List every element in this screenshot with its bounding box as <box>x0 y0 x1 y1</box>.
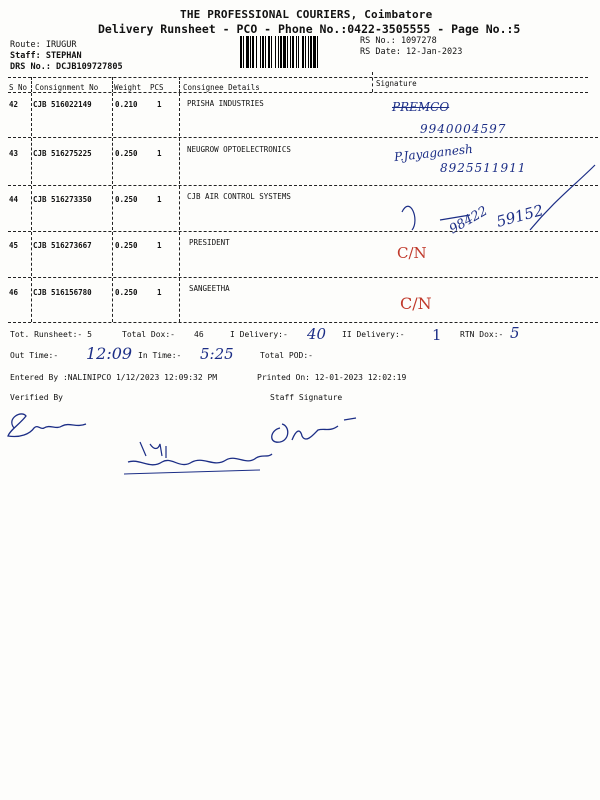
total-runsheet: Tot. Runsheet:- 5 <box>10 330 92 339</box>
row-weight: 0.210 <box>115 100 138 109</box>
signature-scribble-row44 <box>380 160 600 240</box>
rtn-dox-value: 5 <box>510 324 520 342</box>
signature-row43-phone: 8925511911 <box>440 161 527 175</box>
out-time-label: Out Time:- <box>10 351 59 360</box>
row-separator <box>8 322 598 323</box>
total-pod-label: Total POD:- <box>260 351 313 360</box>
col-header-sno: S No <box>9 83 28 92</box>
col-header-weight: Weight <box>114 83 142 92</box>
row-consignment: CJB 516022149 <box>33 100 92 109</box>
row-pcs: 1 <box>157 241 162 250</box>
i-delivery-label: I Delivery:- <box>230 330 288 339</box>
row-sno: 45 <box>9 241 19 250</box>
table-header-line <box>8 92 588 93</box>
row-divider <box>112 278 113 322</box>
in-time-label: In Time:- <box>138 351 182 360</box>
col-divider <box>372 72 373 92</box>
row-pcs: 1 <box>157 195 162 204</box>
table-top-line <box>8 77 588 78</box>
col-divider <box>112 77 113 92</box>
row-pcs: 1 <box>157 149 162 158</box>
runsheet-subtitle: Delivery Runsheet - PCO - Phone No.:0422-3505555 - Page No.:5 <box>98 22 521 36</box>
in-time-value: 5:25 <box>200 345 234 363</box>
row-weight: 0.250 <box>115 149 138 158</box>
ii-delivery-value: 1 <box>432 326 442 344</box>
barcode-bar <box>318 36 320 68</box>
signature-row43-name: P.Jayaganesh <box>393 141 474 165</box>
row-sno: 44 <box>9 195 19 204</box>
col-divider <box>31 77 32 92</box>
row-weight: 0.250 <box>115 288 138 297</box>
row-consignment: CJB 516273350 <box>33 195 92 204</box>
total-dox-value: 46 <box>194 330 204 339</box>
row-divider <box>31 278 32 322</box>
signature-row42-name: PREMCO <box>392 100 450 114</box>
row-weight: 0.250 <box>115 195 138 204</box>
signature-row44-a: 98422 <box>447 203 491 238</box>
col-header-consignment: Consignment No <box>35 83 99 92</box>
total-dox-label: Total Dox:- <box>122 330 175 339</box>
barcode-image <box>240 36 356 68</box>
col-header-consignee: Consignee Details <box>183 83 260 92</box>
out-time-value: 12:09 <box>86 344 133 363</box>
ii-delivery-label: II Delivery:- <box>342 330 405 339</box>
col-divider <box>179 77 180 92</box>
row-weight: 0.250 <box>115 241 138 250</box>
row-consignee: PRESIDENT <box>189 238 230 247</box>
row-pcs: 1 <box>157 100 162 109</box>
row-sno: 46 <box>9 288 19 297</box>
row-divider <box>31 232 32 276</box>
row-separator <box>8 137 598 138</box>
route-label: Route: IRUGUR <box>10 40 77 50</box>
signature-row44-b: 59152 <box>494 201 546 231</box>
i-delivery-value: 40 <box>307 325 327 343</box>
row-divider <box>31 138 32 184</box>
handwritten-signatures <box>0 400 380 490</box>
row-divider <box>179 186 180 230</box>
row-consignee: PRISHA INDUSTRIES <box>187 99 264 108</box>
row-divider <box>31 186 32 230</box>
row-consignee: CJB AIR CONTROL SYSTEMS <box>187 192 291 201</box>
company-title: THE PROFESSIONAL COURIERS, Coimbatore <box>180 8 433 21</box>
col-header-pcs: PCS <box>150 83 164 92</box>
signature-row45-cn: C/N <box>397 244 427 262</box>
row-sno: 42 <box>9 100 19 109</box>
row-consignment: CJB 516156780 <box>33 288 92 297</box>
col-header-signature: Signature <box>376 79 417 88</box>
row-divider <box>112 232 113 276</box>
row-divider <box>31 93 32 136</box>
row-divider <box>179 138 180 184</box>
row-consignee: SANGEETHA <box>189 284 230 293</box>
row-divider <box>112 186 113 230</box>
signature-row46-cn: C/N <box>400 294 432 313</box>
drs-number: DRS No.: DCJB109727805 <box>10 62 123 72</box>
rs-number: RS No.: 1097278 <box>360 36 437 46</box>
row-sno: 43 <box>9 149 19 158</box>
entered-by: Entered By :NALINIPCO 1/12/2023 12:09:32 PM <box>10 373 218 382</box>
row-divider <box>179 93 180 136</box>
verified-by-label: Verified By <box>10 393 63 402</box>
row-divider <box>179 278 180 322</box>
signature-row42-phone: 9940004597 <box>420 122 507 136</box>
printed-on: Printed On: 12-01-2023 12:02:19 <box>257 373 407 382</box>
staff-signature-label: Staff Signature <box>270 393 343 402</box>
row-divider <box>179 232 180 276</box>
row-divider <box>112 138 113 184</box>
row-divider <box>112 93 113 136</box>
staff-label: Staff: STEPHAN <box>10 51 82 61</box>
row-separator <box>8 277 598 278</box>
rs-date: RS Date: 12-Jan-2023 <box>360 47 463 57</box>
rtn-dox-label: RTN Dox:- <box>460 330 504 339</box>
row-consignment: CJB 516273667 <box>33 241 92 250</box>
row-consignee: NEUGROW OPTOELECTRONICS <box>187 145 291 154</box>
row-consignment: CJB 516275225 <box>33 149 92 158</box>
row-pcs: 1 <box>157 288 162 297</box>
